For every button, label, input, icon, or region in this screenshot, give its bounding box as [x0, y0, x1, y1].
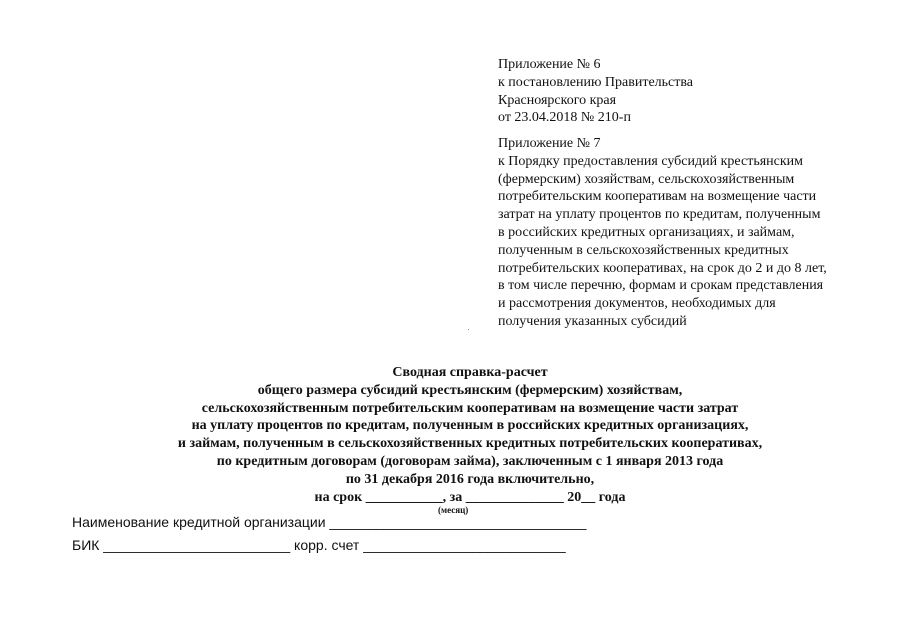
appendix-7-line: получения указанных субсидий [498, 313, 687, 329]
title-line: по 31 декабря 2016 года включительно, [345, 471, 595, 487]
appendix-6-line: Красноярского края [498, 92, 617, 108]
appendix-6-line: Приложение № 6 [498, 57, 601, 72]
title-line: сельскохозяйственным потребительским кооперативам на возмещение части затрат [201, 400, 739, 416]
title-line-period: на срок ___________, за ______________ 20__ года [314, 489, 626, 505]
document-title [140, 364, 800, 506]
credit-organization-field: Наименование кредитной организации _________________________________ [72, 514, 587, 530]
bik-account-field: БИК ________________________ корр. счет __________________________ [72, 537, 566, 553]
appendix-7-line: потребительских кооперативах, на срок до 2 и до 8 лет, [498, 260, 827, 276]
month-caption: (месяц) [438, 505, 469, 515]
title-line: и займам, полученным в сельскохозяйственных кредитных потребительских кооперативах, [177, 436, 763, 452]
title-line: Сводная справка-расчет [392, 365, 548, 380]
appendix-7-line: полученным в сельскохозяйственных кредитных [498, 242, 789, 258]
appendix-6-line: к постановлению Правительства [498, 74, 694, 90]
appendix-7-line: и рассмотрения документов, необходимых для [498, 296, 776, 312]
appendix-7-line: в том числе перечню, формам и срокам представления [498, 278, 824, 294]
title-line: общего размера субсидий крестьянским (фермерским) хозяйствам, [257, 382, 683, 398]
appendix-6-line: от 23.04.2018 № 210-п [498, 110, 631, 126]
appendix-7-line: в российских кредитных организациях, и займам, [498, 224, 795, 240]
title-line: по кредитным договорам (договорам займа), заключенным с 1 января 2013 года [216, 453, 724, 469]
appendix-7-line: к Порядку предоставления субсидий крестьянским [498, 153, 803, 169]
scan-speck [468, 329, 469, 330]
appendix-7-line: (фермерским) хозяйствам, сельскохозяйственным [498, 171, 795, 187]
appendix-7-line: затрат на уплату процентов по кредитам, полученным [498, 207, 821, 223]
appendix-7-header [498, 135, 827, 331]
title-line: на уплату процентов по кредитам, полученным в российских кредитных организациях, [191, 418, 749, 434]
appendix-7-line: потребительским кооперативам на возмещение части [498, 189, 817, 205]
appendix-7-line: Приложение № 7 [498, 136, 601, 151]
appendix-6-header [498, 56, 693, 127]
